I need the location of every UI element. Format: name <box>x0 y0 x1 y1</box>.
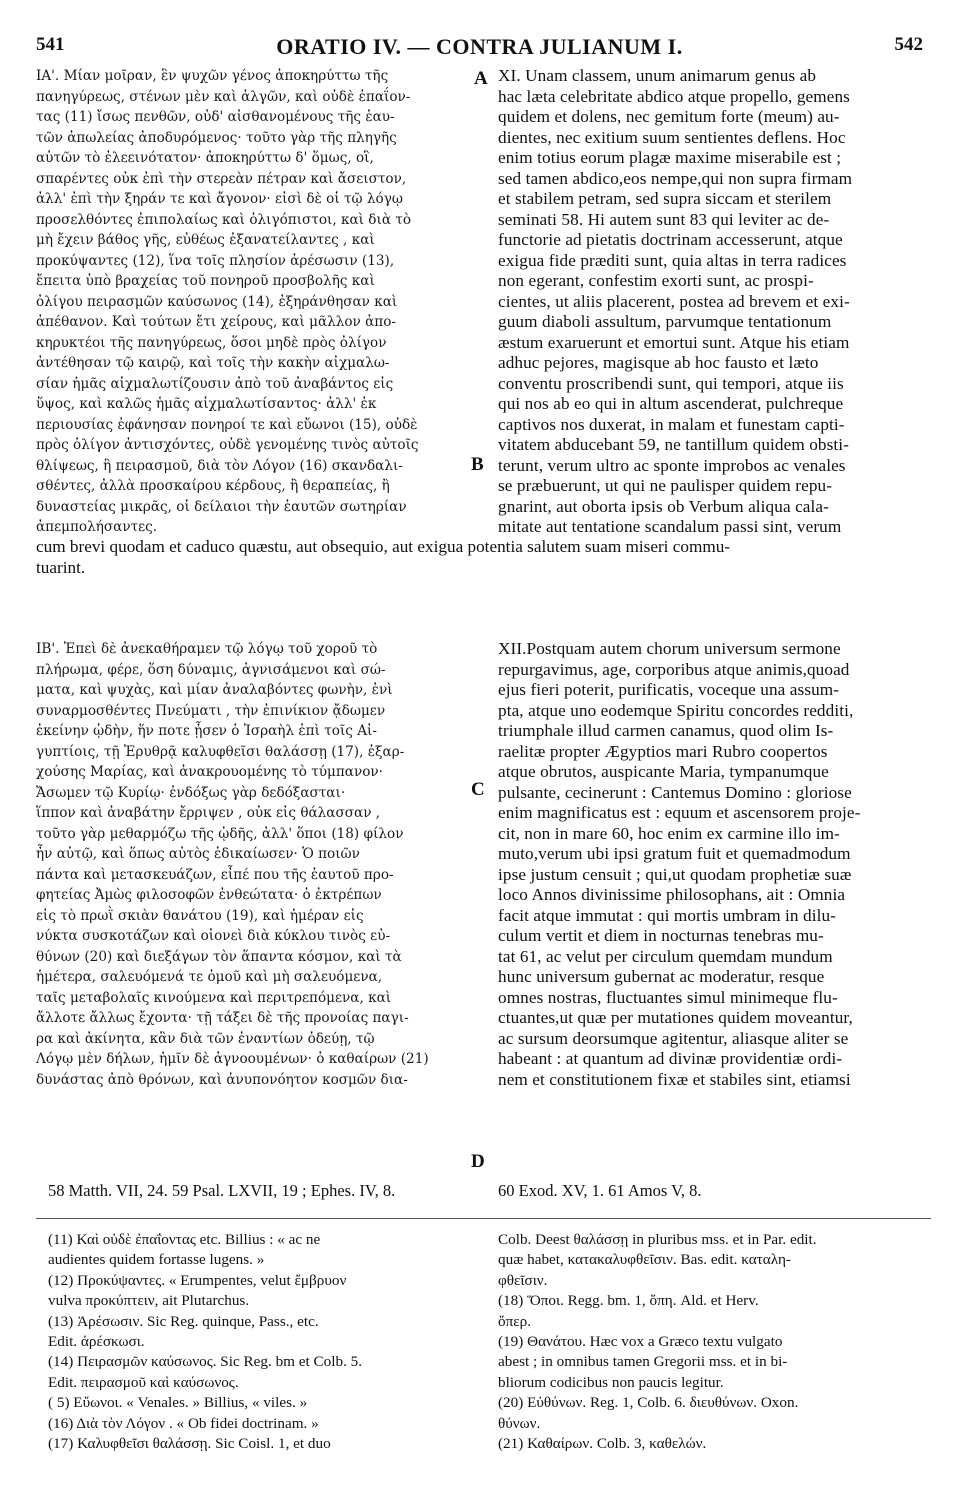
text-line: Colb. Deest θαλάσσῃ in pluribus mss. et in Par. edit. <box>498 1231 817 1248</box>
text-line: triumphale illud carmen canamus, quod olim Is- <box>498 721 834 740</box>
text-line: captivos nos duxerat, in malam et funestam capti- <box>498 414 845 434</box>
text-line: (19) Θανάτου. Hæc vox a Græco textu vulgato <box>498 1333 783 1351</box>
text-line: τας (11) ἴσως πενθῶν, οὐδ' αἰσθανομένους τῆς ἑαυ- <box>36 109 395 125</box>
text-line: muto,verum ubi ipsi gratum fuit et quemadmodum <box>498 844 851 863</box>
text-line: πανηγύρεως, στένων μὲν καὶ ἀλγῶν, καὶ οὐδὲ ἐπαΐον- <box>36 88 411 105</box>
text-line: τοῦτο γὰρ μεθαρμόζω τῆς ᾠδῆς, ἀλλ' ὅποι (18) φίλον <box>36 825 404 842</box>
text-line: προσελθόντες ἐπιπολαίως καὶ ὀλιγόπιστοι, καὶ διὰ τὸ <box>36 211 412 228</box>
text-line: συναρμοσθέντες Πνεύματι , τὴν ἐπινίκιον ᾄδωμεν <box>36 702 386 719</box>
margin-marker-b: B <box>471 454 484 475</box>
text-line: hunc universum gubernat ac moderatur, resque <box>498 967 825 986</box>
text-line: (21) Καθαίρων. Colb. 3, καθελών. <box>498 1435 707 1453</box>
text-line: raelitæ propter Ægyptios mari Rubro coopertos <box>498 741 828 761</box>
text-line: gnarint, aut oborta ipsis ob Verbum aliqua cala- <box>498 496 829 516</box>
text-line: ejus fieri poterit, purificatis, voceque una assum- <box>498 680 840 699</box>
text-line: tuarint. <box>36 557 86 577</box>
text-line: κηρυκτέοι τῆς πανηγύρεως, ὅσοι μηδὲ πρὸς ὀλίγον <box>36 334 387 351</box>
text-line: omnes nostras, fluctuantes simul minimeque flu- <box>498 987 838 1007</box>
text-line: Ἄσωμεν τῷ Κυρίῳ· ἐνδόξως γὰρ δεδόξασται· <box>36 784 346 801</box>
greek-column-section-12 <box>36 639 484 1090</box>
text-line: εἰς τὸ πρωῒ σκιὰν θανάτου (19), καὶ ἡμέραν εἰς <box>36 907 364 924</box>
text-line: περιουσίας ἐφάνησαν πονηροί τε καὶ εὔωνοι (15), οὐδὲ <box>36 416 418 433</box>
footnote-divider <box>36 1218 931 1219</box>
margin-marker-c: C <box>471 779 485 800</box>
text-line: ἄλλοτε ἄλλως ἔχοντα· τῇ τάξει δὲ τῆς προνοίας παγι- <box>36 1010 409 1026</box>
text-line: ἦν αὐτῷ, καὶ ὅπως αὐτὸς ἐδικαίωσεν· Ὁ ποιῶν <box>36 846 360 862</box>
text-line: Edit. πειρασμοῦ καὶ καύσωνος. <box>48 1373 239 1391</box>
scripture-references-left: 58 Matth. VII, 24. 59 Psal. LXVII, 19 ; Ephes. IV, 8. <box>48 1181 396 1200</box>
text-line: et stabilem petram, sed supra siccam et sterilem <box>498 189 832 208</box>
text-line: nem et constitutionem fixæ et stabiles sint, etiamsi <box>498 1069 851 1089</box>
latin-column-section-12 <box>498 639 928 1090</box>
margin-marker-d: D <box>471 1151 485 1172</box>
text-line: σθέντες, ἀλλὰ προσκαίρου κέρδους, ἢ θεραπείας, ἢ <box>36 478 390 494</box>
text-line: ac sursum deorsumque agitentur, aliasque aliter se <box>498 1028 849 1048</box>
text-line: προκύψαντες (12), ἵνα τοῖς πλησίον ἀρέσωσιν (13), <box>36 252 395 269</box>
text-line: tat 61, ac velut per circulum quemdam mundum <box>498 946 833 966</box>
text-line: vitatem abducebant 59, ne tantillum quidem obsti- <box>498 435 849 454</box>
text-line: enim totius eorum plagæ maxime miserabile est ; <box>498 148 842 167</box>
text-line: seminati 58. Hi autem sunt 83 qui leviter ac de- <box>498 209 830 229</box>
text-line: sed tamen abdico,eos nempe,qui non supra firmam <box>498 168 853 188</box>
text-line: æstum exaruerunt et emortui sunt. Atque his etiam <box>498 332 850 352</box>
text-line: ἀπέθανον. Καὶ τούτων ἔτι χείρους, καὶ μᾶλλον ἀπο- <box>36 314 397 330</box>
text-line: ΙΒ'. Ἐπεὶ δὲ ἀνεκαθήραμεν τῷ λόγῳ τοῦ χοροῦ τὸ <box>36 641 378 657</box>
text-line: Edit. ἀρέσκωσι. <box>48 1333 145 1351</box>
text-line: XI. Unam classem, unum animarum genus ab <box>498 66 817 85</box>
text-line: cum brevi quodam et caduco quæstu, aut obsequio, aut exigua potentia salutem suam miseri commu- <box>36 537 731 556</box>
text-line: ἐκείνην ᾠδὴν, ἥν ποτε ᾖσεν ὁ Ἰσραὴλ ἐπὶ τοῖς Αἰ- <box>36 723 377 739</box>
text-line: ὕψος, καὶ καλῶς ἡμᾶς αἰχμαλωτίσαντος· ἀλλ' ἐκ <box>36 396 377 412</box>
text-line: ταῖς μεταβολαῖς κινούμενα καὶ περιτρεπόμενα, καὶ <box>36 989 392 1006</box>
text-line: τῶν ἀπωλείας ἀποδυρόμενος· τοῦτο γὰρ τῆς πληγῆς <box>36 129 397 146</box>
text-line: cientes, ut aliis placerent, postea ad brevem et exi- <box>498 291 850 311</box>
text-line: XII.Postquam autem chorum universum sermone <box>498 639 841 658</box>
text-line: enim magnificatus est : equum et ascensorem proje- <box>498 803 861 822</box>
latin-full-width-continuation <box>36 537 931 578</box>
scripture-references-right: 60 Exod. XV, 1. 61 Amos V, 8. <box>498 1181 702 1200</box>
text-line: habeant : at quantum ad divinæ providentiæ ordi- <box>498 1049 843 1068</box>
text-line: (13) Ἀρέσωσιν. Sic Reg. quinque, Pass., etc. <box>48 1312 319 1330</box>
text-line: ( 5) Εὔωνοι. « Venales. » Billius, « viles. » <box>48 1394 308 1412</box>
text-line: ἵππον καὶ ἀναβάτην ἔρριψεν , οὐκ εἰς θάλασσαν , <box>36 805 381 821</box>
footnotes-left-column <box>48 1230 478 1454</box>
text-line: dientes, nec exitium suum sentientes deflens. Hoc <box>498 127 846 147</box>
text-line: πάντα καὶ μετασκευάζων, εἶπέ που τῆς ἑαυτοῦ προ- <box>36 866 394 883</box>
text-line: πρὸς ὀλίγον ἀντισχόντες, οὐδὲ γενομένης τινὸς αὐτοῖς <box>36 437 419 453</box>
text-line: conventu proscribendi sunt, qui tempori, atque iis <box>498 373 844 393</box>
text-line: (14) Πειρασμῶν καύσωνος. Sic Reg. bm et Colb. 5. <box>48 1353 363 1371</box>
text-line: θύνων. <box>498 1414 541 1432</box>
text-line: χούσης Μαρίας, καὶ ἀνακρουομένης τὸ τύμπανον· <box>36 764 383 780</box>
text-line: ΙΑ'. Μίαν μοῖραν, ἓν ψυχῶν γένος ἀποκηρύττω τῆς <box>36 68 389 84</box>
page-number-left: 541 <box>36 34 65 55</box>
text-line: ἀντέθησαν τῷ καιρῷ, καὶ τοῖς τὴν κακὴν αἰχμαλω- <box>36 355 390 371</box>
page-number-right: 542 <box>894 34 923 55</box>
text-line: facit atque immutat : qui mortis umbram in dilu- <box>498 905 836 925</box>
footnotes-right-column <box>498 1230 928 1454</box>
text-line: se præbuerunt, ut qui ne paulisper quidem repu- <box>498 476 833 495</box>
text-line: φθεῖσιν. <box>498 1271 548 1289</box>
text-line: cit, non in mare 60, hoc enim ex carmine illo im- <box>498 823 840 843</box>
latin-column-section-11 <box>498 66 928 538</box>
text-line: Λόγῳ μὲν δήλων, ἡμῖν δὲ ἀγνοουμένων· ὁ καθαίρων (21) <box>36 1051 429 1067</box>
text-line: πλήρωμα, φέρε, ὅση δύναμις, ἁγνισάμενοι καὶ σώ- <box>36 661 386 678</box>
text-line: θλίψεως, ἢ πειρασμοῦ, διὰ τὸν Λόγον (16) σκανδαλι- <box>36 457 403 474</box>
text-line: σπαρέντες οὐκ ἐπὶ τὴν στερεὰν πέτραν καὶ ἄσειστον, <box>36 170 407 187</box>
text-line: γυπτίοις, τῇ Ἐρυθρᾷ καλυφθεῖσι θαλάσσῃ (17), ἐξαρ- <box>36 743 405 760</box>
text-line: pulsante, cecinerunt : Cantemus Domino : gloriose <box>498 782 852 802</box>
text-line: mitate aut tentatione scandalum passi sint, verum <box>498 517 842 536</box>
text-line: terunt, verum ultro ac sponte improbos ac venales <box>498 455 846 475</box>
text-line: abest ; in omnibus tamen Gregorii mss. et in bi- <box>498 1353 788 1371</box>
text-line: ipse justum censuit ; qui,ut quodam prophetiæ suæ <box>498 864 852 884</box>
text-line: guum diaboli assultum, parvumque tentationum <box>498 312 832 331</box>
text-line: σίαν ἡμᾶς αἰχμαλωτίζουσιν ἀπὸ τοῦ ἀναβάντος εἰς <box>36 375 394 392</box>
text-line: ἀλλ' ἐπὶ τὴν ξηράν τε καὶ ἄγονον· εἰσὶ δὲ οἱ τῷ λόγῳ <box>36 191 403 207</box>
text-line: pta, atque uno eodemque Spiritu concordes redditi, <box>498 700 854 720</box>
greek-column-section-11 <box>36 66 484 538</box>
text-line: culum vertit et diem in nocturnas tenebras mu- <box>498 926 824 945</box>
text-line: functorie ad pietatis doctrinam accesserunt, atque <box>498 230 843 249</box>
text-line: vulva προκύπτειν, ait Plutarchus. <box>48 1292 250 1310</box>
text-line: bliorum codicibus non paucis legitur. <box>498 1373 724 1391</box>
text-line: audientes quidem fortasse lugens. » <box>48 1251 265 1269</box>
text-line: μὴ ἔχειν βάθος γῆς, εὐθέως ἐξανατείλαντες , καὶ <box>36 232 375 248</box>
text-line: exigua fide præditi sunt, quia altas in terra radices <box>498 250 847 270</box>
text-line: (18) Ὅποι. Regg. bm. 1, ὅπη. Ald. et Herv. <box>498 1292 759 1310</box>
text-line: quidem et dolens, nec gemitum forte (meum) au- <box>498 107 840 126</box>
text-line: loco Annos divinissime philosophans, ait : Omnia <box>498 885 846 904</box>
text-line: (17) Καλυφθεῖσι θαλάσσῃ. Sic Coisl. 1, et duo <box>48 1435 331 1453</box>
text-line: θύνων (20) καὶ διεξάγων τὸν ἅπαντα κόσμον, καὶ τὰ <box>36 948 402 965</box>
text-line: ὅπερ. <box>498 1312 532 1330</box>
text-line: ἡμέτερα, σαλευόμενά τε ὁμοῦ καὶ μὴ σαλευόμενα, <box>36 969 383 985</box>
running-title: ORATIO IV. — CONTRA JULIANUM I. <box>276 34 683 59</box>
text-line: δυναστείας μικρᾶς, οἱ δείλαιοι τὴν ἑαυτῶν σωτηρίαν <box>36 498 407 515</box>
text-line: (20) Εὐθύνων. Reg. 1, Colb. 6. διευθύνων. Oxon. <box>498 1394 799 1412</box>
text-line: φητείας Ἀμὼς φιλοσοφῶν ἐνθεώτατα· ὁ ἐκτρέπων <box>36 887 382 903</box>
text-line: ἔπειτα ὑπὸ βραχείας τοῦ πονηροῦ προσβολῆς καὶ <box>36 273 375 289</box>
text-line: quæ habet, κατακαλυφθεῖσιν. Bas. edit. καταλη- <box>498 1251 791 1269</box>
text-line: δυνάστας ἀπὸ θρόνων, καὶ ἀνυπονόητον κοσμῶν δια- <box>36 1071 408 1088</box>
text-line: hac læta celebritate abdico atque propello, gemens <box>498 86 850 106</box>
text-line: ματα, καὶ ψυχὰς, καὶ μίαν ἀναλαβόντες φωνὴν, ἑνὶ <box>36 682 393 698</box>
text-line: non egerant, confestim exorti sunt, ac prospi- <box>498 271 814 290</box>
text-line: αὐτῶν τὸ ἐλεεινότατον· ἀποκηρύττω δ' ὅμως, οἳ, <box>36 150 374 166</box>
margin-marker-a: A <box>474 68 488 89</box>
text-line: qui nos ab eo qui in altum ascenderat, pulchreque <box>498 394 844 413</box>
text-line: atque obrutos, auspicante Maria, tympanumque <box>498 762 829 781</box>
text-line: (11) Καὶ οὐδὲ ἐπαΐοντας etc. Billius : « ac ne <box>48 1231 321 1248</box>
text-line: (12) Προκύψαντες. « Erumpentes, velut ἔμβρυον <box>48 1271 347 1289</box>
text-line: ρα καὶ ἀκίνητα, κἂν διὰ τῶν ἐναντίων ὁδεύῃ, τῷ <box>36 1030 375 1047</box>
text-line: ἀπεμπολήσαντες. <box>36 519 158 535</box>
text-line: (16) Διὰ τὸν Λόγον . « Ob fidei doctrinam. » <box>48 1414 319 1432</box>
text-line: ctuantes,ut quæ per mutationes quidem moveantur, <box>498 1008 853 1027</box>
text-line: ὀλίγου πειρασμῶν καύσωνος (14), ἐξηράνθησαν καὶ <box>36 293 398 310</box>
text-line: adhuc pejores, magisque ab hoc fausto et læto <box>498 353 819 372</box>
text-line: repurgavimus, age, corporibus atque animis,quoad <box>498 659 850 679</box>
text-line: νύκτα συσκοτάζων καὶ οἱονεὶ διὰ κύκλου τινὸς εὐ- <box>36 928 391 944</box>
